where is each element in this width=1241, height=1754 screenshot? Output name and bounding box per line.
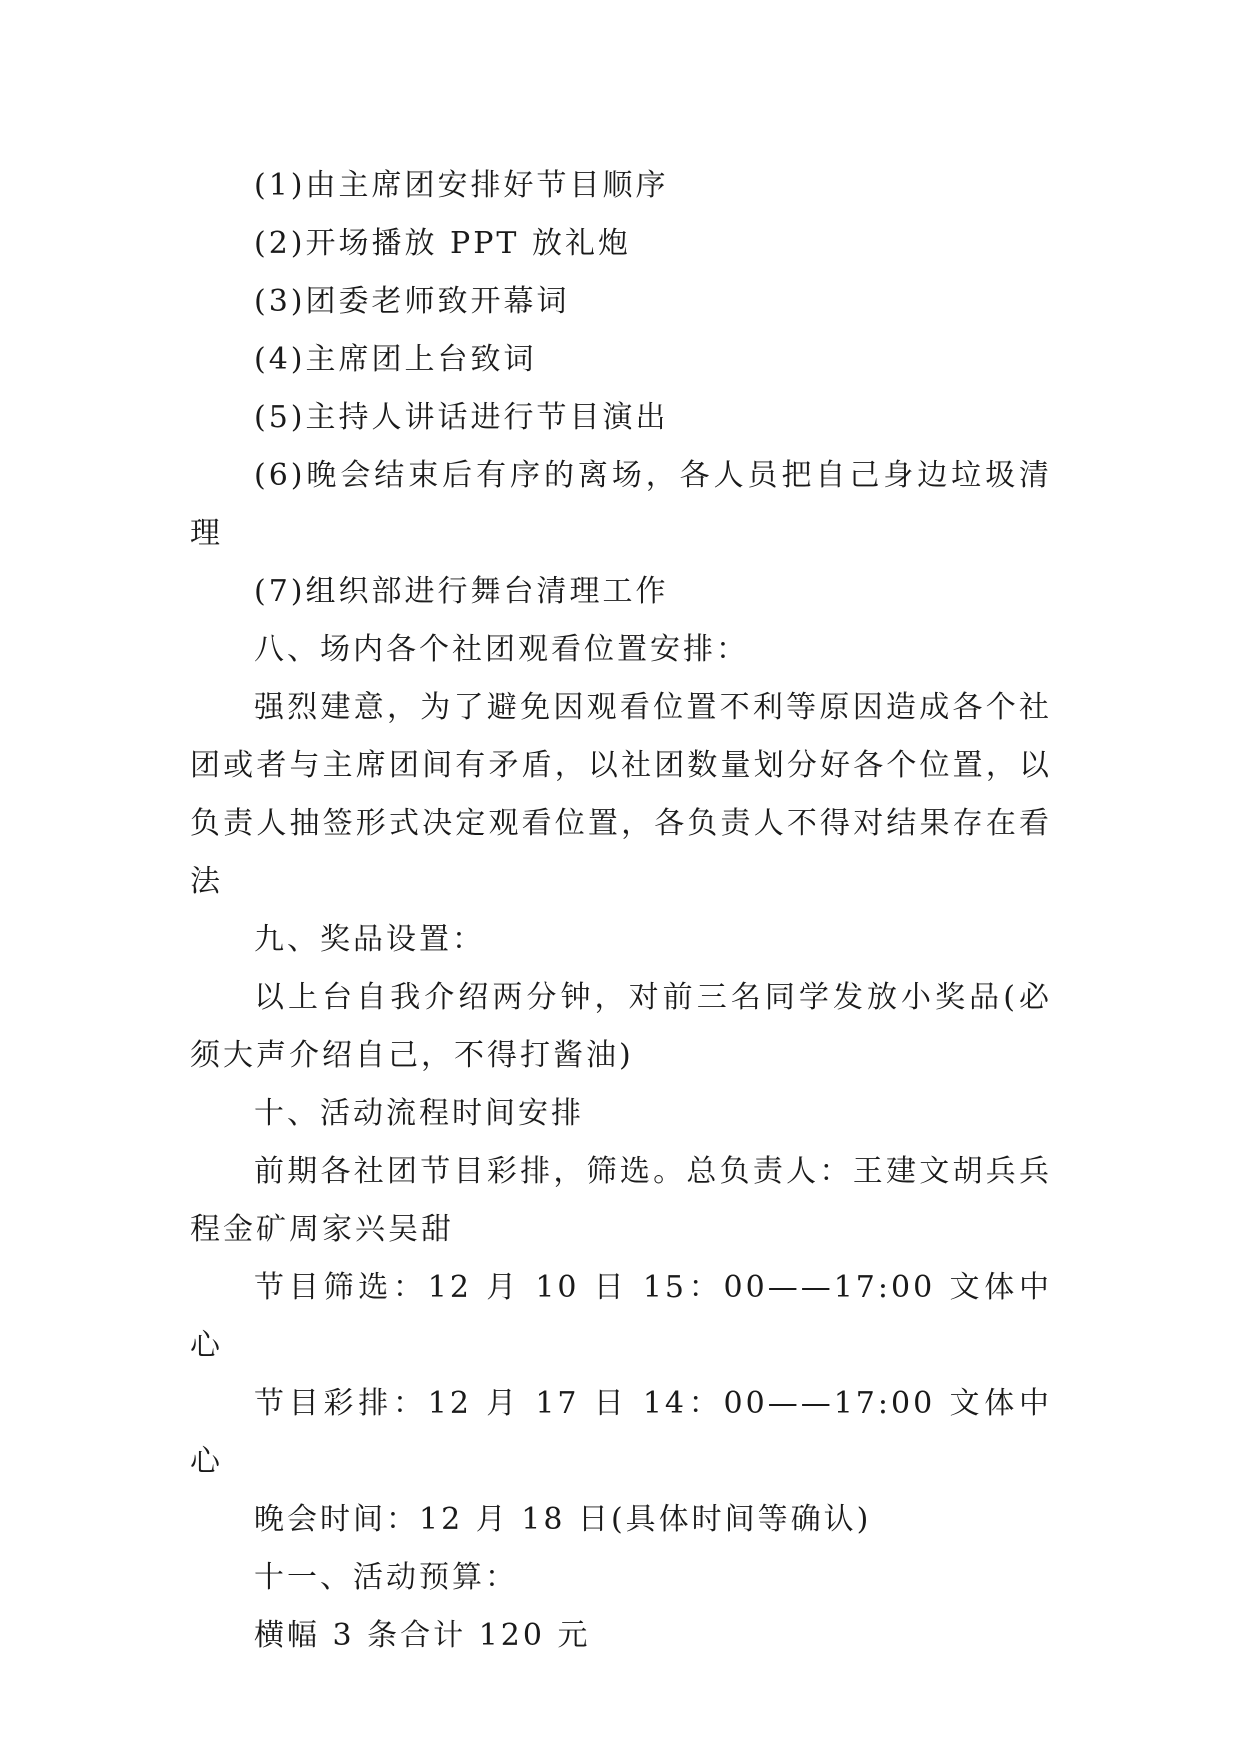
list-item-opening-ppt: (2)开场播放 PPT 放礼炮 xyxy=(254,226,631,261)
section-heading-schedule: 十、活动流程时间安排 xyxy=(254,1096,584,1131)
schedule-item-rehearsal: 节目彩排：12 月 17 日 14：00——17:00 文体中心 xyxy=(190,1386,1052,1479)
list-item-program-order: (1)由主席团安排好节目顺序 xyxy=(254,168,669,203)
schedule-item-gala-time: 晚会时间：12 月 18 日(具体时间等确认) xyxy=(254,1502,872,1537)
budget-item-banners: 横幅 3 条合计 120 元 xyxy=(254,1618,591,1653)
paragraph-prize-details: 以上台自我介绍两分钟，对前三名同学发放小奖品(必须大声介绍自己，不得打酱油) xyxy=(190,980,1052,1073)
list-item-presidium-speech: (4)主席团上台致词 xyxy=(254,342,537,377)
section-heading-prizes: 九、奖品设置： xyxy=(254,922,485,957)
schedule-item-selection: 节目筛选：12 月 10 日 15：00——17:00 文体中心 xyxy=(190,1270,1052,1363)
paragraph-rehearsal-leads: 前期各社团节目彩排，筛选。总负责人：王建文胡兵兵程金矿周家兴吴甜 xyxy=(190,1154,1052,1247)
list-item-orderly-exit: (6)晚会结束后有序的离场，各人员把自己身边垃圾清理 xyxy=(190,458,1052,551)
list-item-stage-cleanup: (7)组织部进行舞台清理工作 xyxy=(254,574,669,609)
document-body xyxy=(190,157,1052,1665)
paragraph-seating-details: 强烈建意，为了避免因观看位置不利等原因造成各个社团或者与主席团间有矛盾，以社团数量划分好各个位置，以负责人抽签形式决定观看位置，各负责人不得对结果存在看法 xyxy=(190,690,1052,899)
list-item-host-performance: (5)主持人讲话进行节目演出 xyxy=(254,400,669,435)
list-item-opening-speech: (3)团委老师致开幕词 xyxy=(254,284,570,319)
section-heading-seating: 八、场内各个社团观看位置安排： xyxy=(254,632,749,667)
section-heading-budget: 十一、活动预算： xyxy=(254,1560,518,1595)
